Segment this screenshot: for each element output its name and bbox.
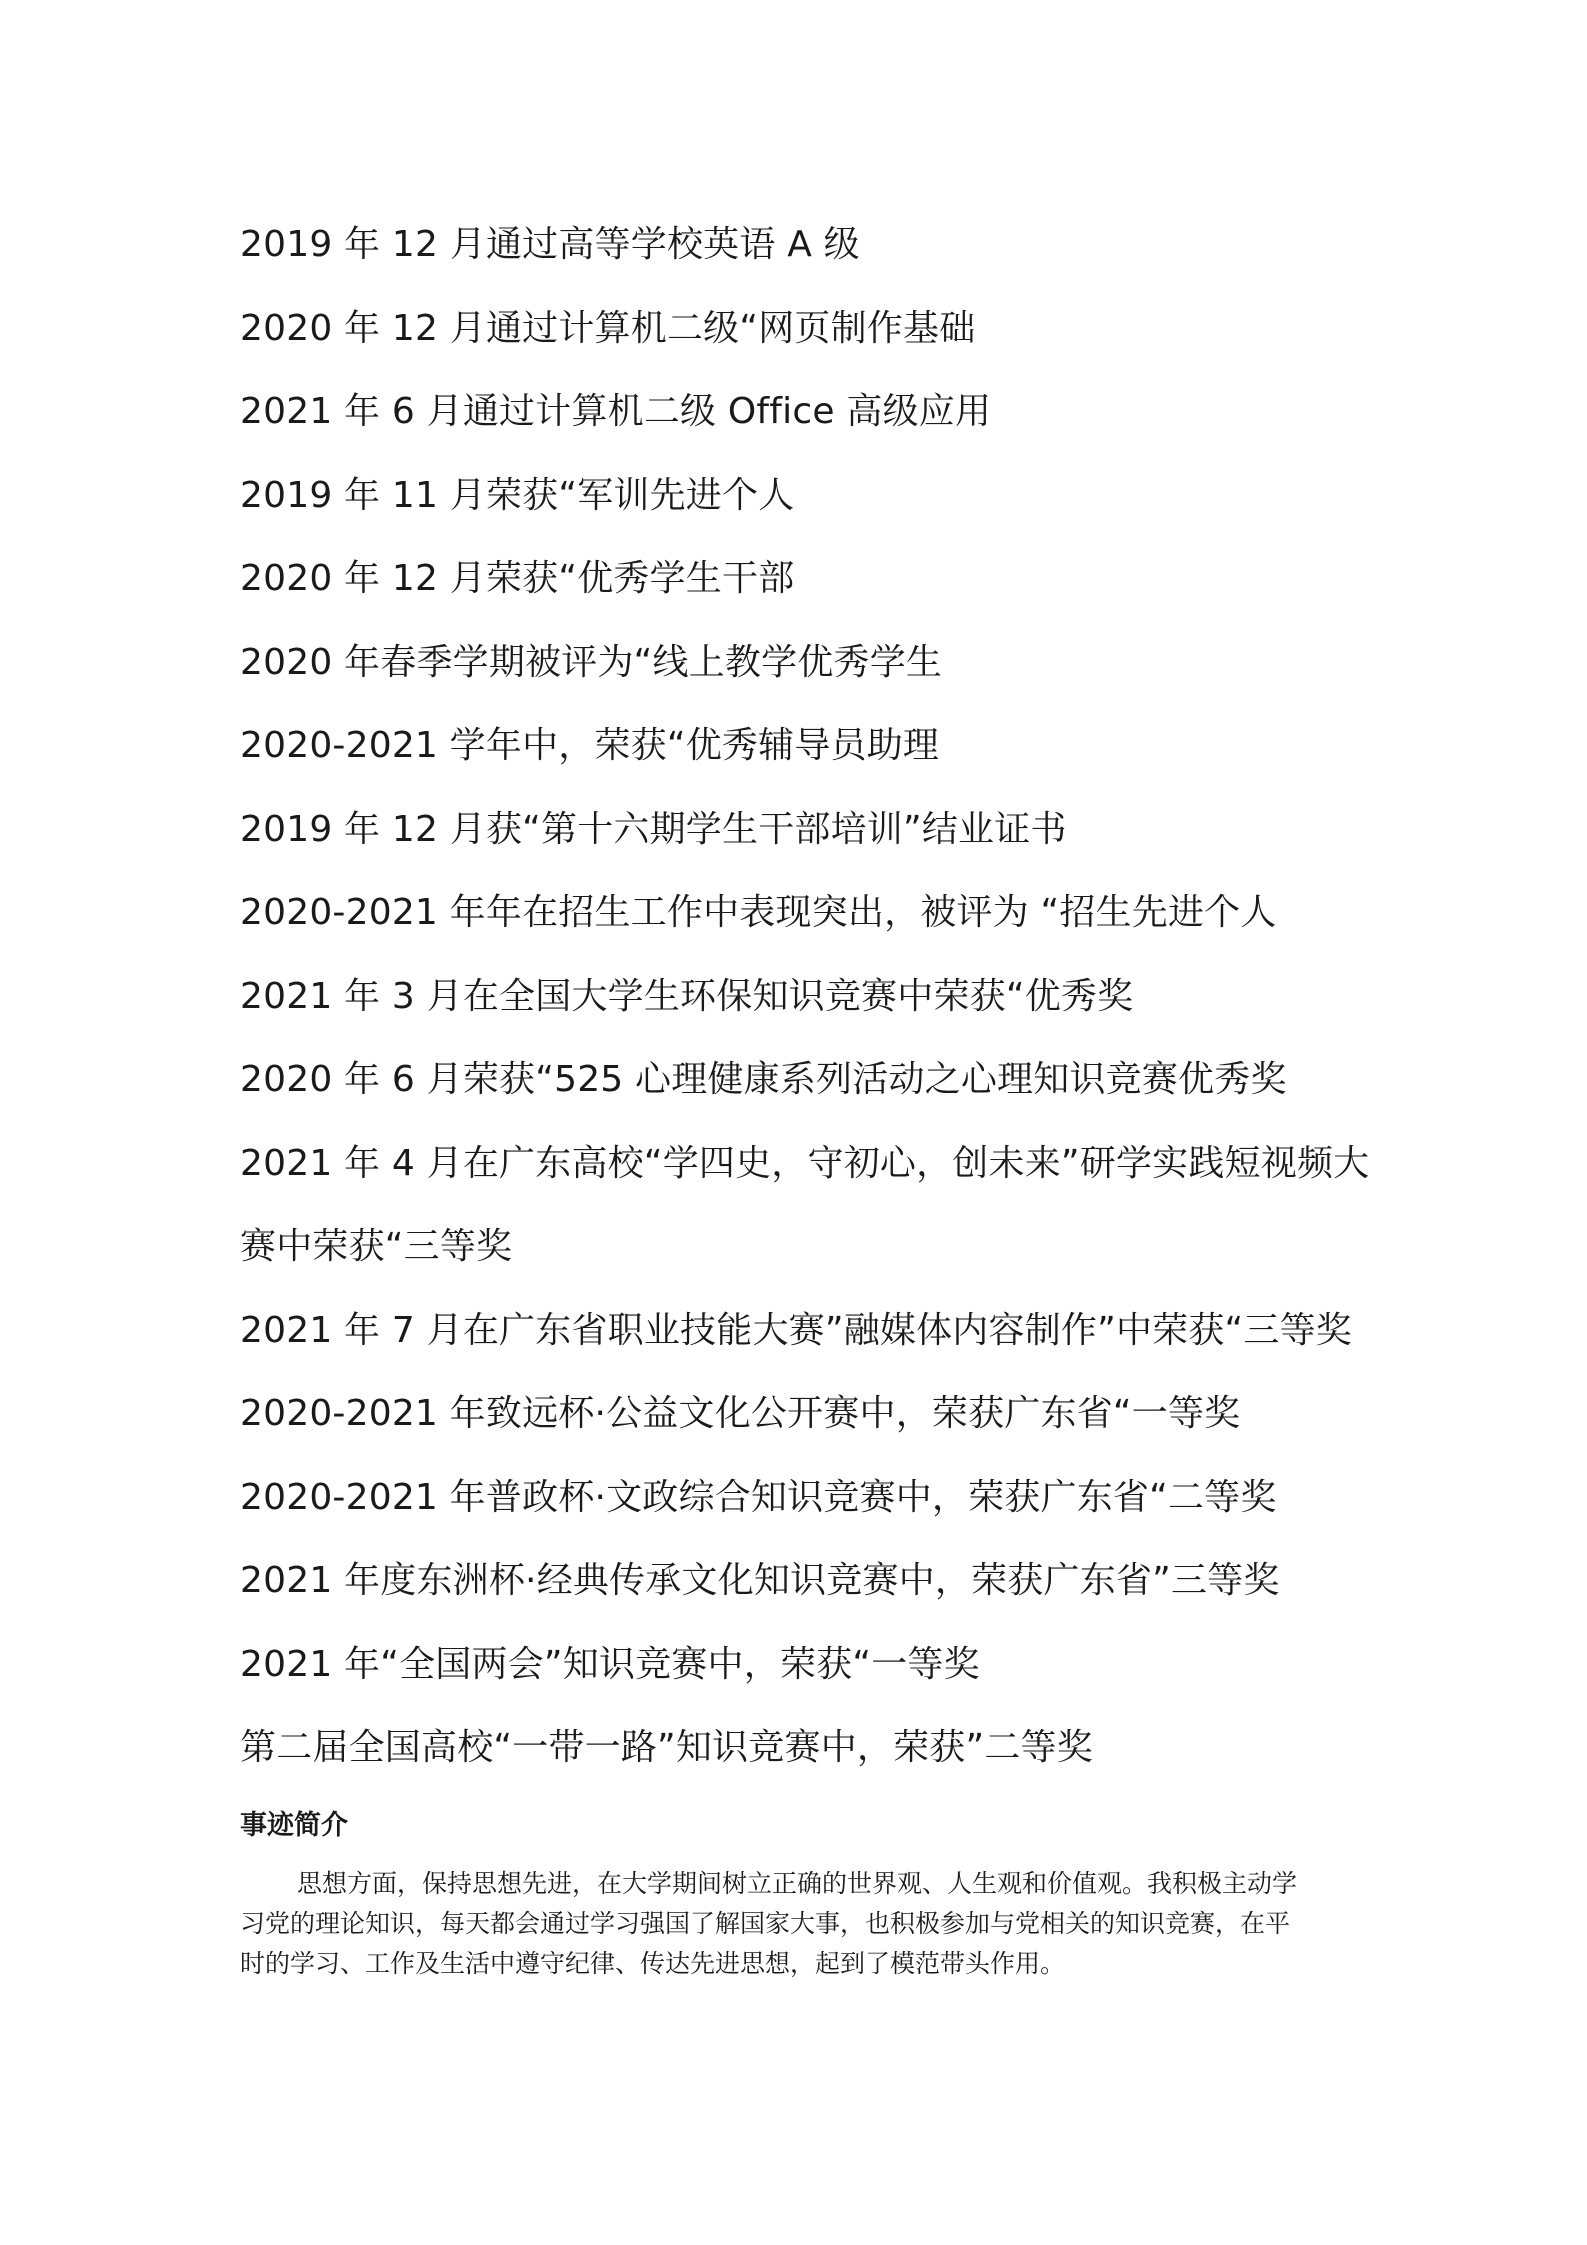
achievement-item: 2020 年 12 月荣获“优秀学生干部 (240, 558, 795, 599)
achievement-item: 2021 年度东洲杯·经典传承文化知识竞赛中，荣获广东省”三等奖 (240, 1560, 1280, 1601)
achievement-item: 2020 年春季学期被评为“线上教学优秀学生 (240, 641, 943, 683)
achievement-item: 2020-2021 年年在招生工作中表现突出，被评为 “招生先进个人 (240, 892, 1277, 933)
achievement-item: 2021 年 7 月在广东省职业技能大赛”融媒体内容制作”中荣获“三等奖 (240, 1309, 1353, 1351)
achievement-item: 赛中荣获“三等奖 (240, 1226, 513, 1267)
achievement-item: 2020-2021 年普政杯·文政综合知识竞赛中，荣获广东省“二等奖 (240, 1476, 1277, 1518)
achievement-item: 2021 年 4 月在广东高校“学四史，守初心，创未来”研学实践短视频大 (240, 1142, 1370, 1184)
achievement-item: 2020 年 12 月通过计算机二级“网页制作基础 (240, 307, 976, 349)
section-title: 事迹简介 (240, 1810, 348, 1841)
summary-line: 思想方面，保持思想先进，在大学期间树立正确的世界观、人生观和价值观。我积极主动学 (297, 1869, 1298, 1898)
achievement-item: 2021 年“全国两会”知识竞赛中，荣获“一等奖 (240, 1643, 980, 1685)
achievement-list (240, 203, 1370, 1790)
achievement-item: 2021 年 3 月在全国大学生环保知识竞赛中荣获“优秀奖 (240, 975, 1134, 1017)
achievement-item: 2019 年 12 月通过高等学校英语 A 级 (240, 224, 860, 265)
achievement-item: 第二届全国高校“一带一路”知识竞赛中，荣获”二等奖 (240, 1727, 1093, 1768)
achievement-item: 2019 年 12 月获“第十六期学生干部培训”结业证书 (240, 808, 1067, 850)
summary-paragraph (240, 1864, 1352, 1984)
achievement-item: 2019 年 11 月荣获“军训先进个人 (240, 474, 795, 516)
achievement-item: 2020 年 6 月荣获“525 心理健康系列活动之心理知识竞赛优秀奖 (240, 1059, 1287, 1100)
achievement-item: 2020-2021 年致远杯·公益文化公开赛中，荣获广东省“一等奖 (240, 1393, 1241, 1434)
summary-line: 习党的理论知识，每天都会通过学习强国了解国家大事，也积极参加与党相关的知识竞赛，在平 (240, 1909, 1291, 1938)
achievement-item: 2021 年 6 月通过计算机二级 Office 高级应用 (240, 391, 992, 432)
achievement-item: 2020-2021 学年中，荣获“优秀辅导员助理 (240, 725, 940, 766)
summary-line: 时的学习、工作及生活中遵守纪律、传达先进思想，起到了模范带头作用。 (240, 1949, 1066, 1978)
